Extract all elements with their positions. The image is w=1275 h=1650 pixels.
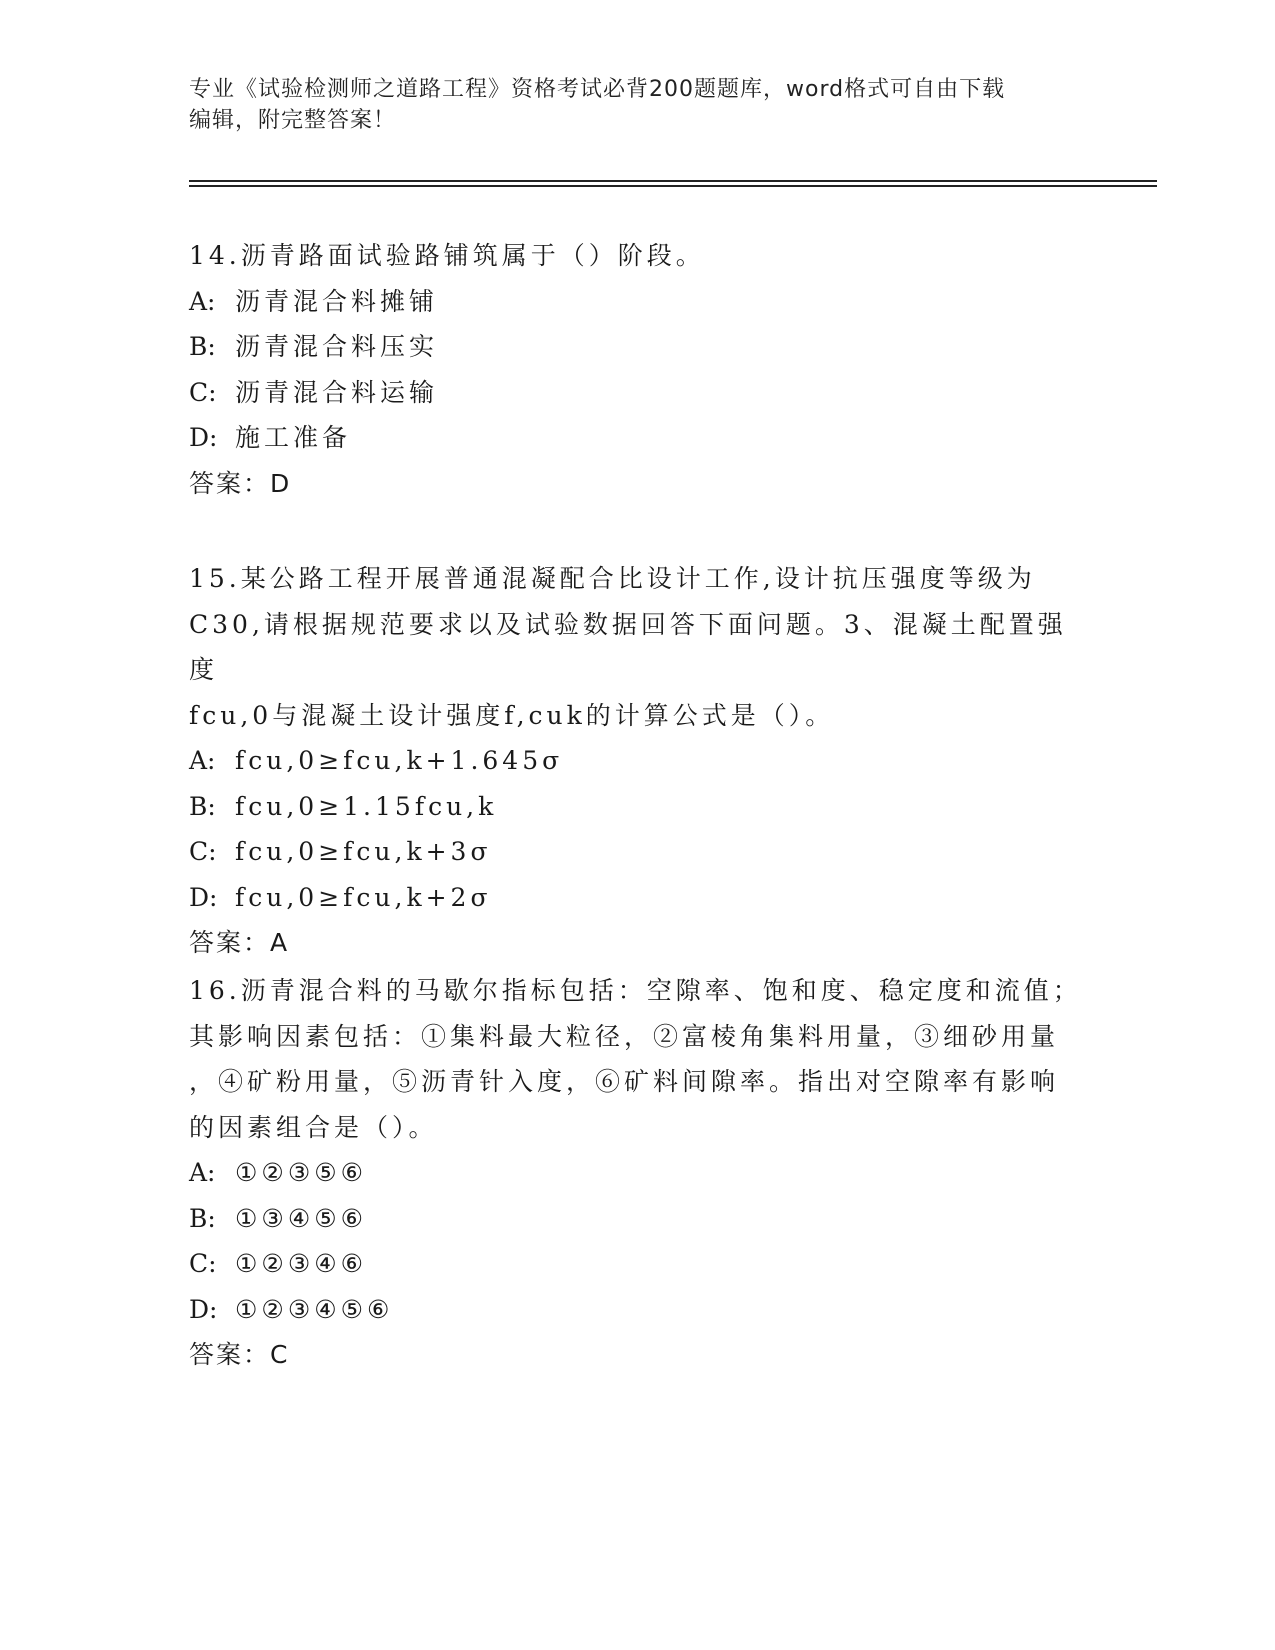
option-prefix: C: bbox=[189, 1249, 217, 1278]
option-text: 沥青混合料压实 bbox=[235, 332, 439, 361]
question-stem-line: 的因素组合是（）。 bbox=[189, 1112, 438, 1142]
option-prefix: B: bbox=[189, 1203, 216, 1233]
question-stem-line: 其影响因素包括：①集料最大粒径，②富棱角集料用量，③细砂用量 bbox=[189, 1021, 1060, 1051]
question-stem-line: C30,请根据规范要求以及试验数据回答下面问题。3、混凝土配置强度 bbox=[189, 609, 1067, 684]
option-d bbox=[189, 875, 1089, 921]
option-prefix: D: bbox=[189, 423, 218, 452]
answer: 答案：C bbox=[189, 1340, 290, 1369]
option-c bbox=[189, 370, 1089, 416]
option-text: 施工准备 bbox=[235, 423, 352, 452]
answer: 答案：D bbox=[189, 468, 292, 498]
option-prefix: A: bbox=[189, 746, 216, 775]
option-b bbox=[189, 784, 1089, 830]
header-line: 专业《试验检测师之道路工程》资格考试必背200题题库，word格式可自由下载 bbox=[189, 77, 1006, 102]
option-a bbox=[189, 738, 1089, 784]
question-stem-line: 16.沥青混合料的马歇尔指标包括：空隙率、饱和度、稳定度和流值； bbox=[189, 976, 1082, 1005]
option-c bbox=[189, 829, 1089, 875]
answer: 答案：A bbox=[189, 928, 290, 957]
option-text: ①③④⑤⑥ bbox=[235, 1203, 368, 1233]
document-header bbox=[189, 74, 1089, 136]
question-stem-line: 15.某公路工程开展普通混凝配合比设计工作,设计抗压强度等级为 bbox=[189, 564, 1036, 593]
option-a bbox=[189, 1150, 1089, 1196]
option-prefix: B: bbox=[189, 791, 216, 821]
option-d bbox=[189, 1287, 1089, 1333]
header-line: 编辑，附完整答案！ bbox=[189, 108, 397, 133]
header-divider bbox=[189, 180, 1157, 182]
option-text: 沥青混合料运输 bbox=[235, 377, 439, 407]
option-d bbox=[189, 415, 1089, 461]
question-14 bbox=[189, 233, 1089, 506]
option-text: ①②③⑤⑥ bbox=[235, 1158, 368, 1187]
question-15 bbox=[189, 556, 1089, 966]
option-b bbox=[189, 324, 1089, 370]
option-prefix: B: bbox=[189, 332, 216, 361]
option-text: ①②③④⑤⑥ bbox=[235, 1294, 394, 1324]
option-text: fcu,0≥fcu,k+1.645σ bbox=[235, 746, 564, 775]
option-a bbox=[189, 279, 1089, 325]
question-stem-line: fcu,0与混凝土设计强度f,cuk的计算公式是（）。 bbox=[189, 700, 835, 730]
option-prefix: D: bbox=[189, 882, 218, 912]
option-text: fcu,0≥fcu,k+2σ bbox=[235, 882, 492, 912]
header-divider bbox=[189, 185, 1157, 187]
option-text: 沥青混合料摊铺 bbox=[235, 286, 439, 316]
option-text: fcu,0≥1.15fcu,k bbox=[235, 791, 498, 821]
option-prefix: C: bbox=[189, 837, 217, 866]
option-prefix: D: bbox=[189, 1294, 218, 1324]
question-stem-line: 14.沥青路面试验路铺筑属于（）阶段。 bbox=[189, 241, 705, 270]
option-prefix: A: bbox=[189, 1158, 216, 1187]
option-text: fcu,0≥fcu,k+3σ bbox=[235, 837, 492, 866]
option-c bbox=[189, 1241, 1089, 1287]
option-prefix: A: bbox=[189, 286, 216, 316]
question-stem-line: ，④矿粉用量，⑤沥青针入度，⑥矿料间隙率。指出对空隙率有影响 bbox=[189, 1067, 1060, 1096]
question-16 bbox=[189, 968, 1089, 1378]
option-prefix: C: bbox=[189, 377, 217, 407]
option-b bbox=[189, 1196, 1089, 1242]
option-text: ①②③④⑥ bbox=[235, 1249, 368, 1278]
